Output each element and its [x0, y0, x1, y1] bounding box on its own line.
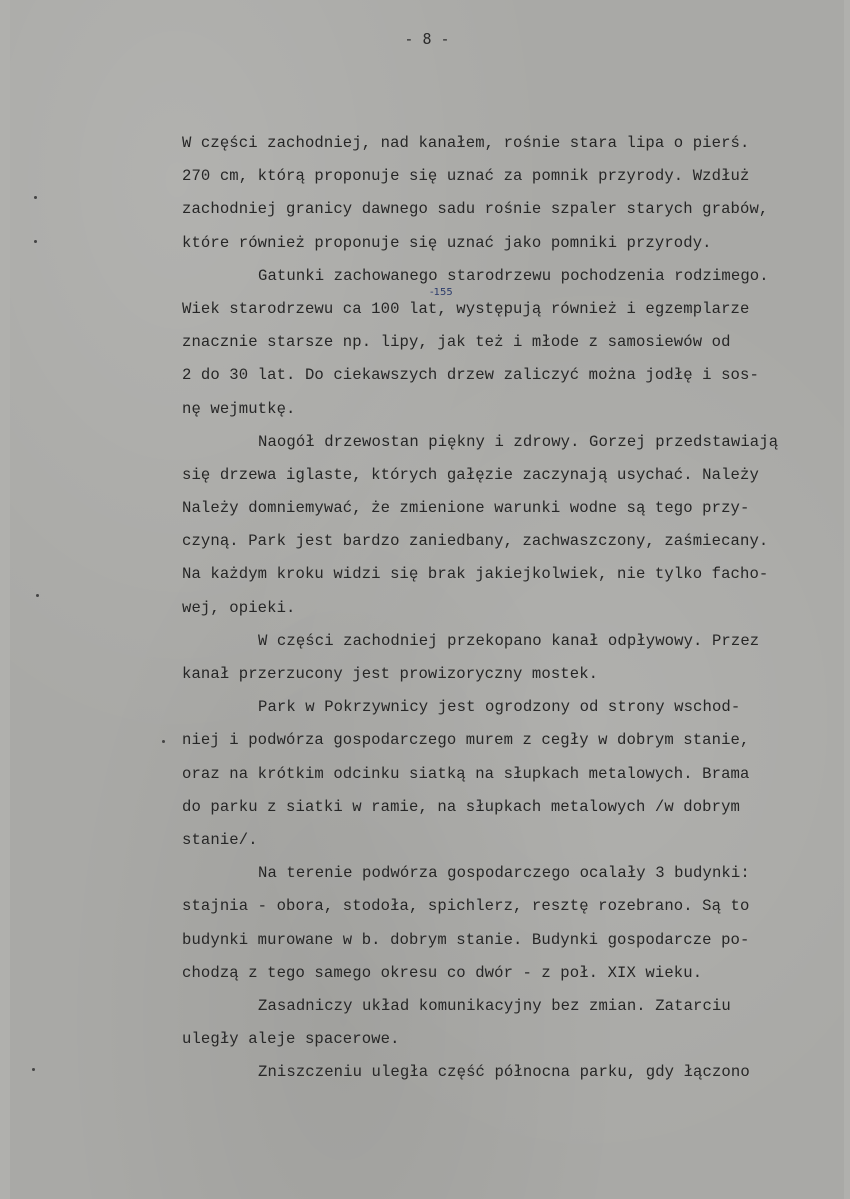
document-page	[10, 0, 844, 1199]
text-line: niej i podwórza gospodarczego murem z cegły w dobrym stanie,	[182, 731, 750, 750]
text-line: stanie/.	[182, 830, 258, 849]
text-line: Wiek starodrzewu ca 100 lat, występują również i egzemplarze	[182, 299, 750, 318]
text-line: 2 do 30 lat. Do ciekawszych drzew zaliczyć można jodłę i sos-	[182, 366, 759, 385]
text-line: Park w Pokrzywnicy jest ogrodzony od strony wschod-	[258, 698, 741, 717]
text-line: Gatunki zachowanego starodrzewu pochodzenia rodzimego.	[258, 266, 769, 285]
text-line: do parku z siatki w ramie, na słupkach metalowych /w dobrym	[182, 797, 741, 816]
text-line: stajnia - obora, stodoła, spichlerz, resztę rozebrano. Są to	[182, 897, 750, 916]
text-line: chodzą z tego samego okresu co dwór - z poł. XIX wieku.	[182, 963, 703, 982]
text-line: nę wejmutkę.	[182, 399, 296, 418]
margin-mark-5	[32, 1068, 35, 1071]
margin-mark-4	[162, 740, 165, 743]
text-line: się drzewa iglaste, których gałęzie zaczynają usychać. Należy	[182, 465, 759, 484]
margin-mark-2	[34, 240, 37, 243]
margin-mark-3	[36, 594, 39, 597]
text-line: 270 cm, którą proponuje się uznać za pomnik przyrody. Wzdłuż	[182, 167, 750, 186]
text-line: Należy domniemywać, że zmienione warunki wodne są tego przy-	[182, 499, 750, 518]
text-line: oraz na krótkim odcinku siatką na słupkach metalowych. Brama	[182, 764, 750, 783]
text-line: W części zachodniej, nad kanałem, rośnie stara lipa o pierś.	[182, 134, 750, 152]
text-line: Zasadniczy układ komunikacyjny bez zmian. Zatarciu	[258, 996, 731, 1015]
text-line: Zniszczeniu uległa część północna parku, gdy łączono	[258, 1063, 750, 1082]
text-line: czyną. Park jest bardzo zaniedbany, zachwaszczony, zaśmiecany.	[182, 532, 769, 551]
page-number: - 8 -	[404, 30, 450, 48]
text-line: Na każdym kroku widzi się brak jakiejkolwiek, nie tylko facho-	[182, 565, 769, 584]
text-line: Naogół drzewostan piękny i zdrowy. Gorzej przedstawiają	[258, 432, 779, 451]
margin-annotation: -155	[430, 287, 453, 298]
text-line: zachodniej granicy dawnego sadu rośnie szpaler starych grabów,	[182, 200, 769, 219]
text-line: które również proponuje się uznać jako pomniki przyrody.	[182, 233, 712, 252]
text-line: kanał przerzucony jest prowizoryczny mostek.	[182, 665, 599, 683]
text-line: wej, opieki.	[182, 598, 296, 617]
text-line: budynki murowane w b. dobrym stanie. Budynki gospodarcze po-	[182, 930, 750, 949]
typed-text-body	[182, 127, 842, 1089]
text-line: znacznie starsze np. lipy, jak też i młode z samosiewów od	[182, 333, 731, 352]
text-line: Na terenie podwórza gospodarczego ocalały 3 budynki:	[258, 864, 750, 883]
text-line: W części zachodniej przekopano kanał odpływowy. Przez	[258, 631, 760, 650]
margin-mark-1	[34, 196, 37, 199]
text-line: uległy aleje spacerowe.	[182, 1030, 400, 1049]
